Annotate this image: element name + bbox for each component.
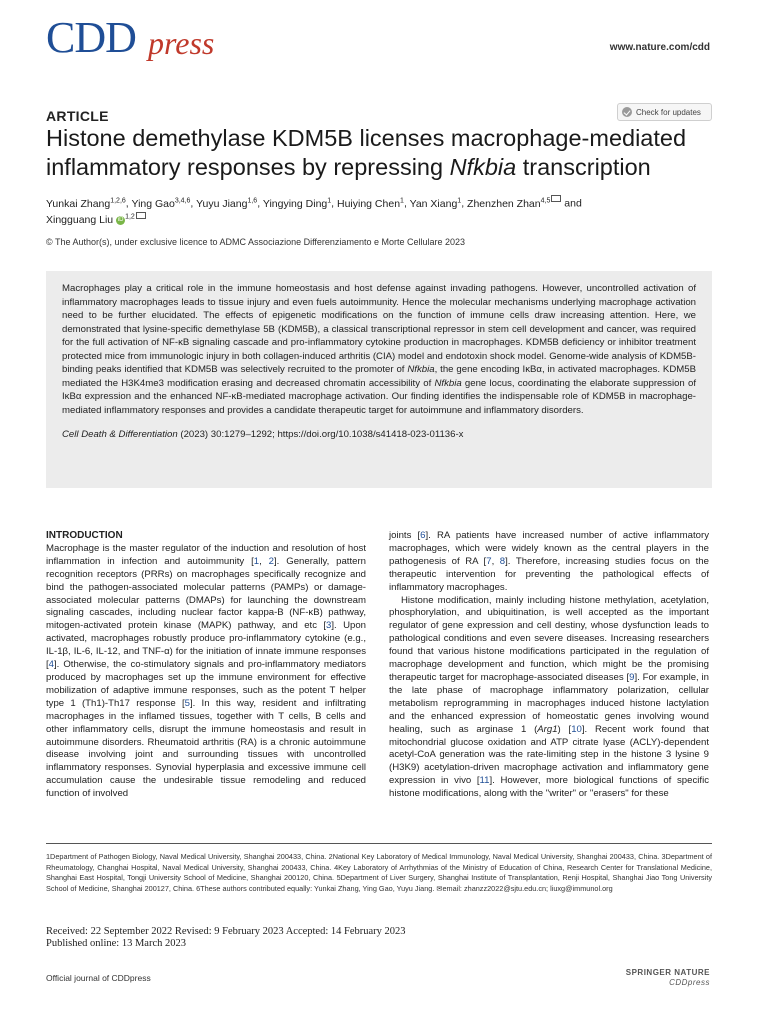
doi-link[interactable]: (2023) 30:1279–1292; https://doi.org/10.1038/s41418-023-01136-x (177, 429, 464, 440)
reference-link[interactable]: 3 (326, 620, 332, 632)
journal-logo-cdd: CDD (46, 13, 136, 62)
article-title: Histone demethylase KDM5B licenses macrophage-mediated inflammatory responses by repressing Nfkbia transcription (46, 125, 687, 180)
reference-link[interactable]: 7 (486, 555, 492, 567)
reference-link[interactable]: 9 (629, 671, 635, 683)
email-envelope-icon[interactable] (136, 212, 146, 219)
check-updates-button[interactable] (617, 103, 712, 121)
reference-link[interactable]: 8 (499, 555, 506, 567)
published-online: Published online: 13 March 2023 (46, 938, 186, 949)
copyright-notice: © The Author(s), under exclusive licence to ADMC Associazione Differenziamento e Morte Cellulare 2023 (46, 237, 466, 247)
article-type-label: ARTICLE (46, 108, 109, 124)
site-url-link[interactable]: www.nature.com/cdd (609, 42, 710, 53)
footnote-divider (46, 843, 712, 844)
citation-line (62, 429, 696, 440)
reference-link[interactable]: 5 (184, 697, 190, 709)
author[interactable]: Yingying Ding$^1$ (262, 197, 332, 210)
check-updates-label: Check for updates (636, 107, 701, 117)
reference-link[interactable]: 4 (48, 659, 55, 671)
reference-link[interactable]: 10 (571, 723, 582, 735)
author[interactable]: Yunkai Zhang$^{1,2,6}$ (46, 197, 126, 210)
orcid-icon[interactable]: iD (117, 216, 124, 223)
publisher-sub: CDDpress (669, 978, 710, 987)
author-list: Yunkai Zhang$^{1,2,6}$, Ying Gao$^{3,4,6}$, Yuyu Jiang$^{1,6}$, Yingying Ding$^1$, Huiying Chen$^1$, Yan Xiang$^1$, Zhenzhen Zhan$^{4,5}$ and Xingguang Liu iD $^{1,2}$ (46, 197, 582, 226)
journal-name: Cell Death & Differentiation (62, 429, 178, 440)
body-column-left (46, 530, 366, 801)
author[interactable]: Huiying Chen$^1$ (337, 197, 404, 210)
authors-and: and (564, 197, 582, 210)
author[interactable]: Zhenzhen Zhan$^{4,5}$ (467, 198, 561, 210)
body-paragraph: Macrophage is the master regulator of the induction and resolution of host inflammation in infection and autoimmunity [1, 2]. Generally, pattern recognition receptors (PRRs) on macrophages specifically recognize and bind the pathogen-associated molecular patterns (PAMPs) or damage-associated molecular patterns (DMAPs) for launching the downstream signaling cascades, including nuclear factor kappa-B (NF-κB) pathway, mitogen-activated protein kinase (MAPK) pathway, and etc [3]. Upon activated, macrophages robustly produce pro-inflammatory cytokine (e.g., IL-1β, IL-6, IL-12, and TNF-α) for the initiation of innate immune responses [4]. Otherwise, the co-stimulatory signals and pro-inflammatory mediators produced by macrophages set up the immune environment for effective mobilization of adaptive immune responses, such as the potent T helper type 1 (Th1)-Th17 response [5]. In this way, resident and infiltrating macrophages in the inflamed tissues, together with T cells, B cells and other inflammatory cells, disrupt the immune homeostasis and result in autoimmune disorders. Rheumatoid arthritis (RA) is a chronic autoimmune disease involving joint and surrounding tissues with uncontrolled inflammatory responses. Synovial hyperplasia and excessive immune cell accumulation cause the undesirable tissue remodeling and reduced function of involved (46, 542, 367, 800)
body-paragraph: Histone modification, mainly including histone methylation, acetylation, phosphorylation, and ubiquitination, is well accepted as the important regulator of gene expression and cell destiny, whose dysfunction leads to pathological conditions and even severe diseases. Increasing researchers found that various histone modifications participated in the regulation of macrophage development and function, which might be the promising therapeutic target for macrophage-associated diseases [9]. For example, in the late phase of macrophage inflammatory polarization, cellular metabolism reprogramming in macrophages induced histone lactylation and the enhanced expression of homeostatic genes involving wound healing, such as arginase 1 (Arg1) [10]. Recent work found that mitochondrial glucose oxidation and ATP citrate lyase (ACLY)-dependent acetyl-CoA generation was the rate-limiting step in the histone 3 lysine 9 (H3K9) acetylation-driven macrophage activation and inflammatory gene expression in vivo [11]. However, more biological functions of specific histone modifications, along with the "writer" or "erasers" for these (389, 594, 709, 800)
publisher-name: SPRINGER NATURE (625, 968, 710, 977)
publisher-logo (626, 968, 710, 988)
email-envelope-icon[interactable] (551, 195, 561, 202)
abstract-box (46, 271, 712, 488)
affiliations-footnote: 1Department of Pathogen Biology, Naval Medical University, Shanghai 200433, China. 2National Key Laboratory of Medical Immunology, Naval Medical University, Shanghai 200433, China. 3Department of Rheumatology, Changhai Hospital, Naval Medical University, Shanghai 200433, China. 4Key Laboratory of Arrhythmias of the Ministry of Education of China, Research Center for Translational Medicine, Shanghai East Hospital, Tongji University School of Medicine, Shanghai 200120, China. 5Department of Liver Surgery, Shanghai Institute of Transplantation, Renji Hospital, Shanghai Jiao Tong University School of Medicine, Shanghai 200127, China. 6These authors contributed equally: Yunkai Zhang, Ying Gao, Yuyu Jiang. ✉email: zhanzz2022@sjtu.edu.cn; liuxg@immunol.org (46, 852, 712, 893)
section-heading-introduction: INTRODUCTION (46, 530, 123, 541)
reference-link[interactable]: 1 (253, 555, 260, 567)
reference-link[interactable]: 2 (268, 555, 275, 567)
author[interactable]: Yan Xiang$^1$ (409, 197, 462, 210)
abstract-text: Macrophages play a critical role in the immune homeostasis and host defense against invading pathogens. However, uncontrolled activation of inflammatory macrophages leads to tissue injury and even fuels autoimmunity. Hence the molecular mechanisms underlying macrophage activation need to be further elucidated. The effects of epigenetic modifications on the function of immune cells draw increasing attention. Here, we demonstrated that lysine-specific demethylase 5B (KDM5B), a classical transcriptional repressor in stem cell development and cancer, was required for the full activation of NF-κB signaling cascade and pro-inflammatory cytokine production in macrophages. KDM5B deficiency or inhibitor treatment protected mice from immunologic injury in both collagen-induced arthritis (CIA) model and endotoxin shock model. Genome-wide analysis of KDM5B-binding peaks identified that KDM5B was selectively recruited to the promoter of Nfkbia, the gene encoding IκBα, in activated macrophages. KDM5B mediated the H3K4me3 modification erasing and decreased chromatin accessibility of Nfkbia gene locus, coordinating the elaborate suppression of IκBα expression and the enhanced NF-κB-mediated macrophage activation. Our finding identifies the indispensable role of KDM5B in macrophage-mediated inflammatory responses and provides a candidate therapeutic target for autoimmune and inflammatory disorders. (62, 283, 696, 416)
reference-link[interactable]: 11 (479, 775, 490, 787)
check-icon (622, 107, 632, 117)
author[interactable]: Ying Gao$^{3,4,6}$ (131, 197, 191, 210)
journal-logo-press: press (148, 25, 215, 61)
author[interactable]: Yuyu Jiang$^{1,6}$ (196, 197, 258, 210)
received-revised-accepted: Received: 22 September 2022 Revised: 9 February 2023 Accepted: 14 February 2023 (46, 926, 406, 937)
reference-link[interactable]: 6 (420, 530, 426, 541)
body-paragraph: joints [6]. RA patients have increased number of active inflammatory macrophages, which were widely known as the central players in the pathogenesis of RA [7, 8]. Therefore, increasing studies focus on the therapeutic intervention for preventing the pathological effects of inflammatory macrophages. (389, 530, 709, 593)
body-column-right (389, 530, 709, 801)
publication-dates (46, 926, 406, 950)
footer-journal-note: Official journal of CDDpress (46, 973, 151, 983)
author[interactable]: Xingguang Liu iD $^{1,2}$ (46, 214, 146, 226)
